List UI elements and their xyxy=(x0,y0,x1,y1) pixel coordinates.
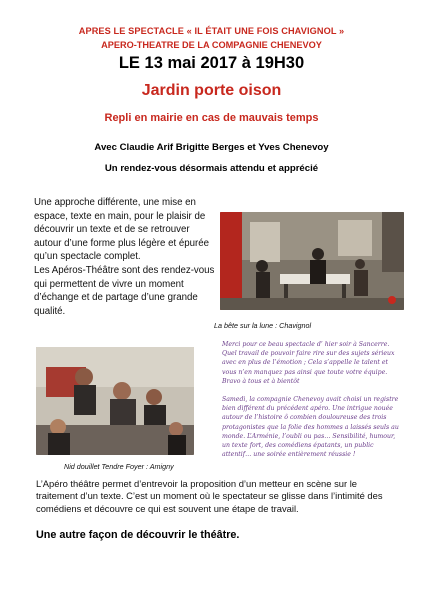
stage-photo-chavignol xyxy=(220,212,404,310)
intro-paragraph: Les Apéros-Théâtre sont des rendez-vous qui permettent de vivre un moment d’échange et de partage d’une grande qualité. xyxy=(34,264,215,317)
event-subtitle: APRES LE SPECTACLE « IL ÉTAIT UNE FOIS CHAVIGNOL » xyxy=(78,26,345,36)
closing-line: Une autre façon de découvrir le théâtre. xyxy=(36,529,240,541)
cast-list: Avec Claudie Arif Brigitte Berges et Yves Chenevoy xyxy=(94,142,329,153)
intro-text xyxy=(34,196,216,318)
outro-text: L’Apéro théâtre permet d’entrevoir la proposition d’un metteur en scène sur le traitement d’un texte. C’est un moment où le spectateur se glisse dans l’intimité des comédiens et découvre ce qui est souvent une étape de travail. xyxy=(36,478,383,514)
photo-caption: Nid douillet Tendre Foyer : Amigny xyxy=(64,462,174,471)
weather-fallback-note: Repli en mairie en cas de mauvais temps xyxy=(104,112,319,124)
review-paragraph: Samedi, la compagnie Chenevoy avait choisi un registre bien différent du précédent apéro. Une intrigue nouée autour de l’histoire ô combien douloureuse des trois protagonistes que la folie des hommes a laissés seuls au monde. L’Arménie, l’oubli ou pas… Sensibilité, humour, un texte fort, des comédiens épatants, un public attentif… une soirée entièrement réussie ! xyxy=(222,396,399,459)
intro-paragraph: Une approche différente, une mise en espace, texte en main, pour le plaisir de découvrir un texte et de se retrouver autour d’une forme plus légère et épurée qu’un spectacle complet. xyxy=(34,197,210,263)
event-venue: Jardin porte oison xyxy=(141,82,282,99)
review-paragraph: Merci pour ce beau spectacle d’ hier soir à Sancerre. Quel travail de pouvoir faire rire sur des sujets sérieux avec en plus de l’émotion ; Cela s’appelle le talent et vous n’en manquez pas ainsi que toute votre équipe. Bravo à tous et à bientôt xyxy=(222,341,395,385)
event-date: LE 13 mai 2017 à 19H30 xyxy=(118,54,305,72)
tagline: Un rendez-vous désormais attendu et apprécié xyxy=(104,163,319,174)
photo-caption: La bête sur la lune : Chavignol xyxy=(214,321,312,330)
audience-review xyxy=(222,340,404,468)
company-name: APERO-THEATRE DE LA COMPAGNIE CHENEVOY xyxy=(101,40,322,50)
stage-photo-amigny xyxy=(36,347,194,455)
